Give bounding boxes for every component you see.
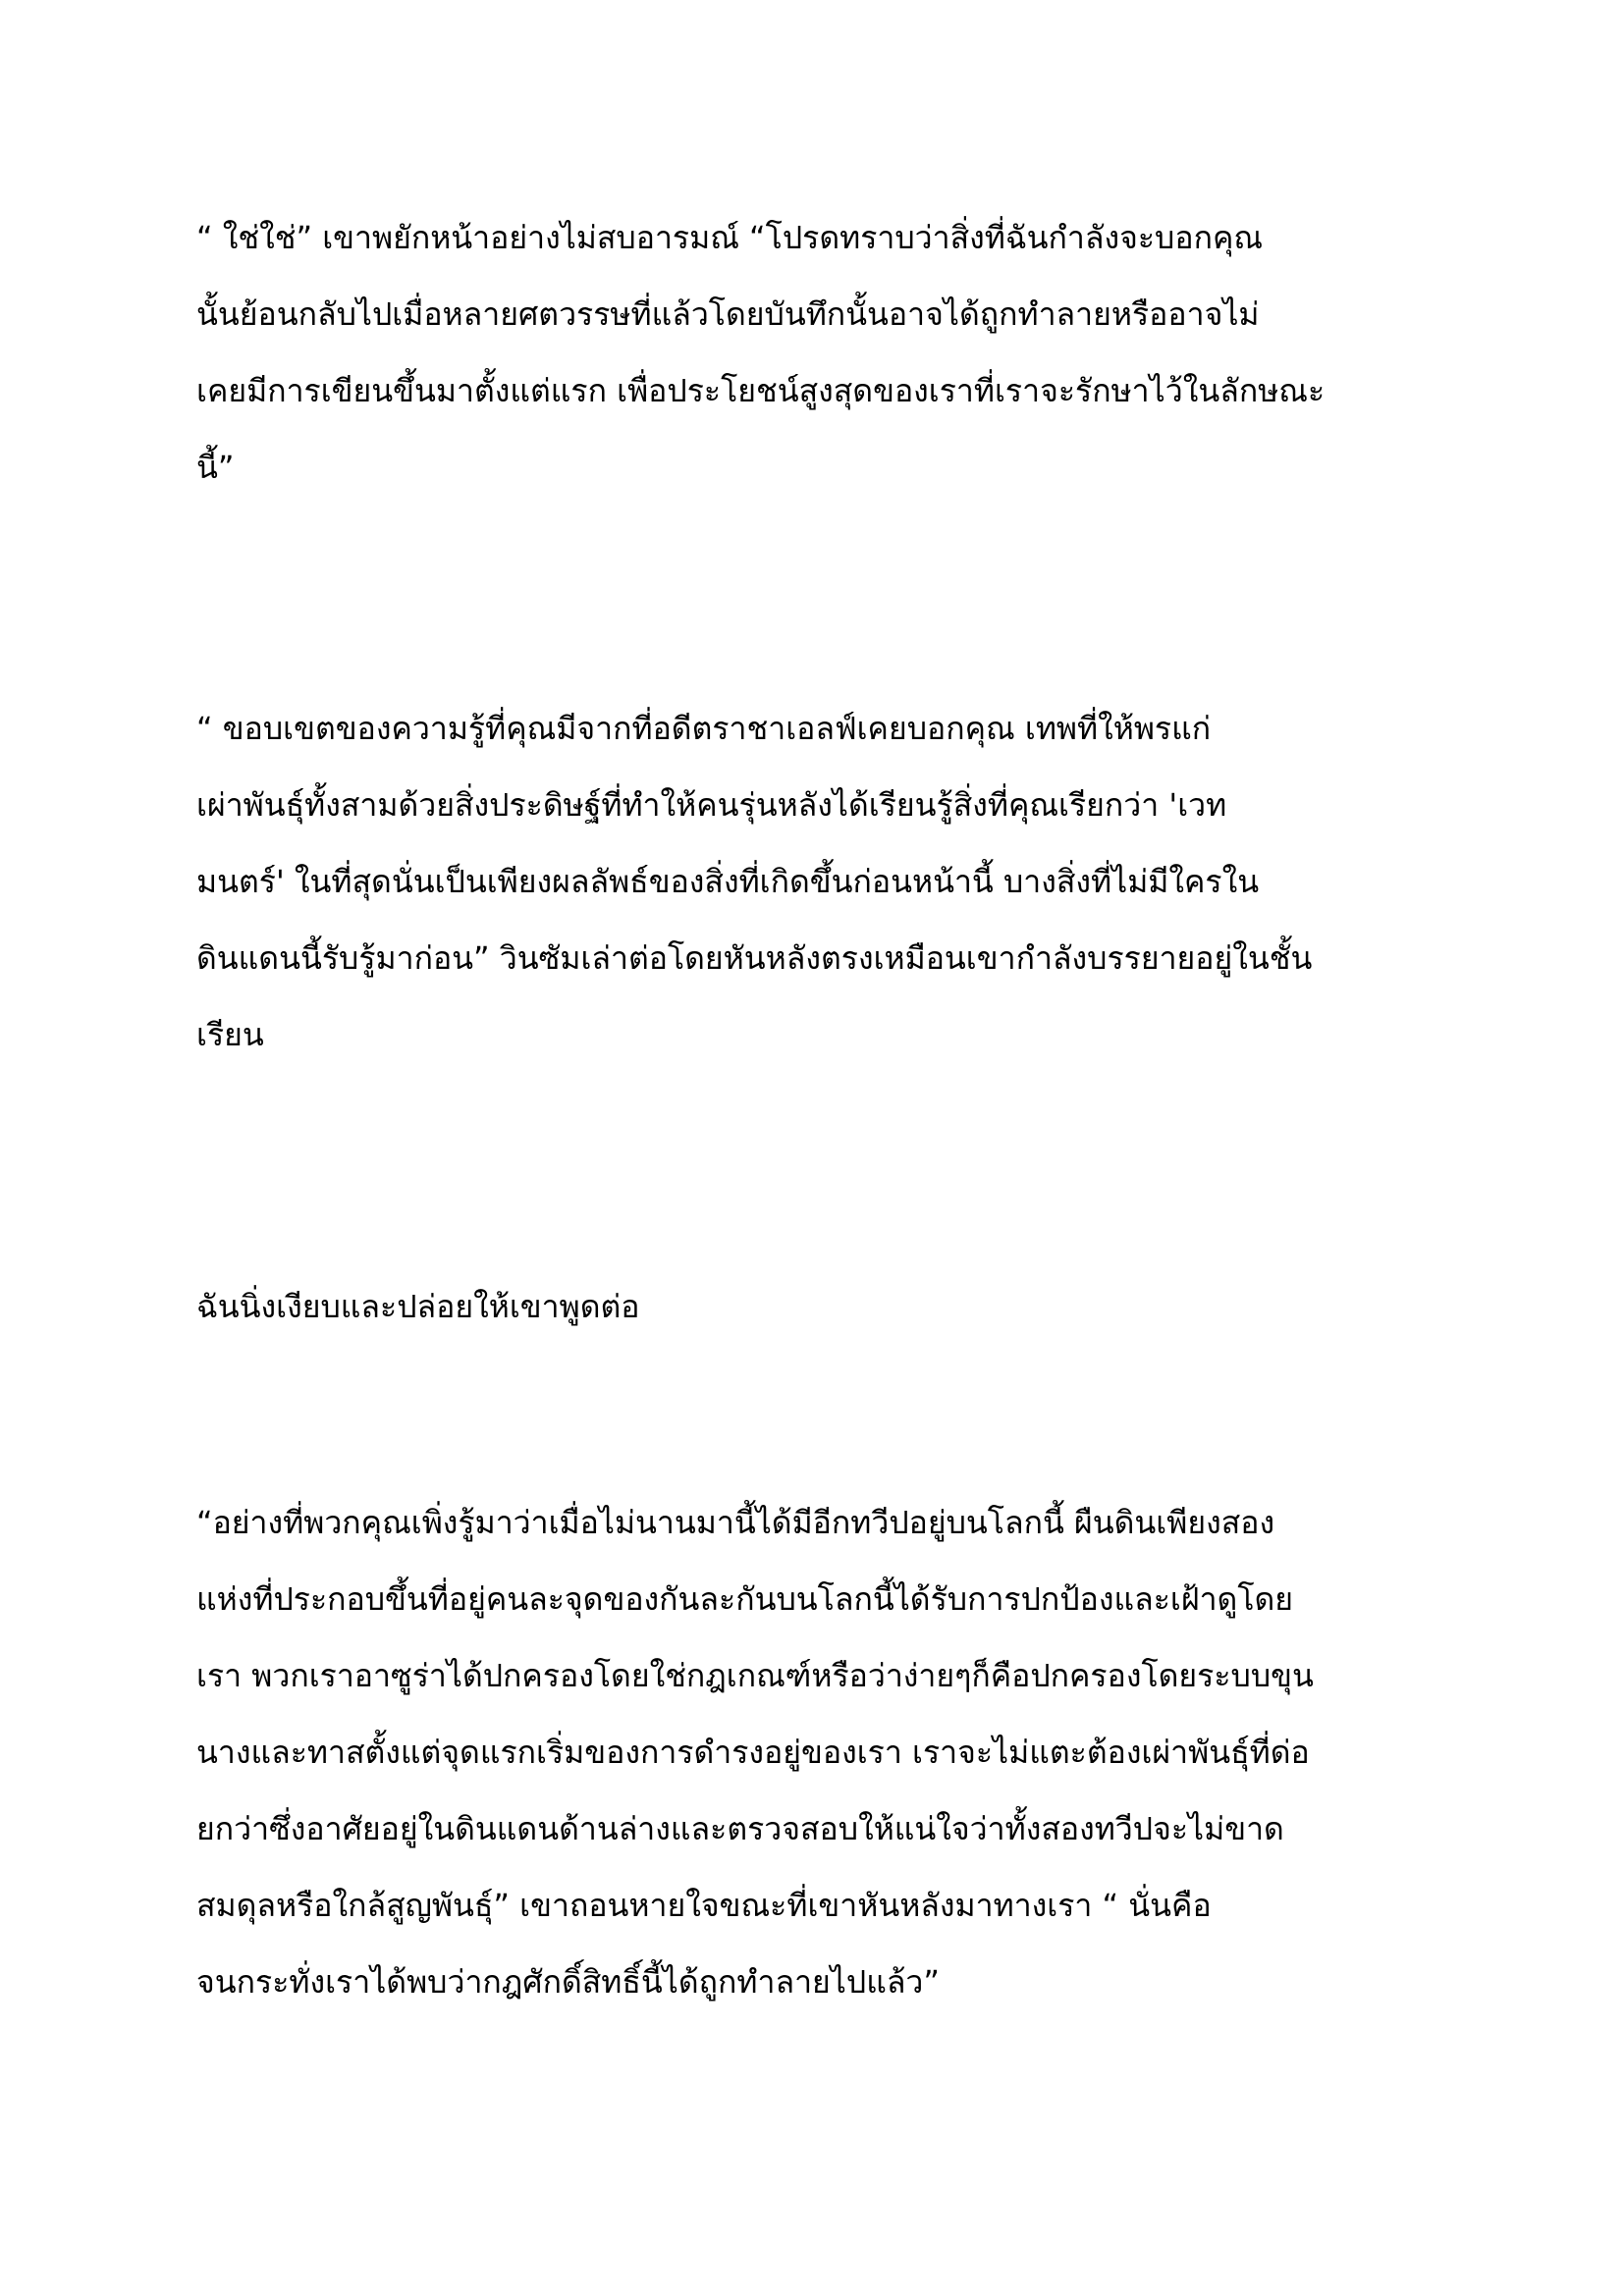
paragraph-3: [196, 1268, 1443, 1345]
text-line: เรียน: [196, 1016, 264, 1053]
text-line: สมดุลหรือใกล้สูญพันธุ์” เขาถอนหายใจขณะที่เขาหันหลังมาทางเรา “ นั่นคือ: [196, 1887, 1212, 1924]
text-line: “ ใช่ใช่” เขาพยักหน้าอย่างไม่สบอารมณ์ “โปรดทราบว่าสิ่งที่ฉันกำลังจะบอกคุณ: [196, 219, 1264, 256]
paragraph-2: [196, 690, 1443, 1073]
text-line: ฉันนิ่งเงียบและปล่อยให้เขาพูดต่อ: [196, 1288, 640, 1325]
paragraph-4: [196, 1484, 1443, 2020]
text-line: นางและทาสตั้งแต่จุดแรกเริ่มของการดำรงอยู่ของเรา เราจะไม่แตะต้องเผ่าพันธุ์ที่ด่อ: [196, 1734, 1310, 1771]
text-line: “ ขอบเขตของความรู้ที่คุณมีจากที่อดีตราชาเอลฟ์เคยบอกคุณ เทพที่ให้พรแก่: [196, 710, 1212, 747]
text-line: เคยมีการเขียนขึ้นมาตั้งแต่แรก เพื่อประโยชน์สูงสุดของเราที่เราจะรักษาไว้ในลักษณะ: [196, 372, 1326, 409]
text-line: จนกระทั่งเราได้พบว่ากฎศักดิ์สิทธิ์นี้ได้ถูกทำลายไปแล้ว”: [196, 1963, 940, 2001]
paragraph-1: [196, 199, 1443, 506]
text-line: ดินแดนนี้รับรู้มาก่อน” วินซัมเล่าต่อโดยหันหลังตรงเหมือนเขากำลังบรรยายอยู่ในชั้น: [196, 939, 1313, 977]
text-line: แห่งที่ประกอบขึ้นที่อยู่คนละจุดของกันละกันบนโลกนี้ได้รับการปกป้องและเฝ้าดูโดย: [196, 1580, 1294, 1618]
text-line: นั้นย้อนกลับไปเมื่อหลายศตวรรษที่แล้วโดยบันทึกนั้นอาจได้ถูกทำลายหรืออาจไม่: [196, 295, 1260, 333]
text-line: มนตร์' ในที่สุดนั่นเป็นเพียงผลลัพธ์ของสิ่งที่เกิดขึ้นก่อนหน้านี้ บางสิ่งที่ไม่มีใครใน: [196, 863, 1260, 900]
text-line: ยกว่าซึ่งอาศัยอยู่ในดินแดนด้านล่างและตรวจสอบให้แน่ใจว่าทั้งสองทวีปจะไม่ขาด: [196, 1810, 1284, 1847]
text-line: “อย่างที่พวกคุณเพิ่งรู้มาว่าเมื่อไม่นานมานี้ได้มีอีกทวีปอยู่บนโลกนี้ ผืนดินเพียงสอง: [196, 1504, 1275, 1541]
text-line: เรา พวกเราอาซูร่าได้ปกครองโดยใช่กฎเกณฑ์หรือว่าง่ายๆก็คือปกครองโดยระบบขุน: [196, 1657, 1314, 1694]
text-line: นี้”: [196, 449, 235, 486]
text-line: เผ่าพันธุ์ทั้งสามด้วยสิ่งประดิษฐ์ที่ทำให้คนรุ่นหลังได้เรียนรู้สิ่งที่คุณเรียกว่า 'เวท: [196, 786, 1227, 824]
